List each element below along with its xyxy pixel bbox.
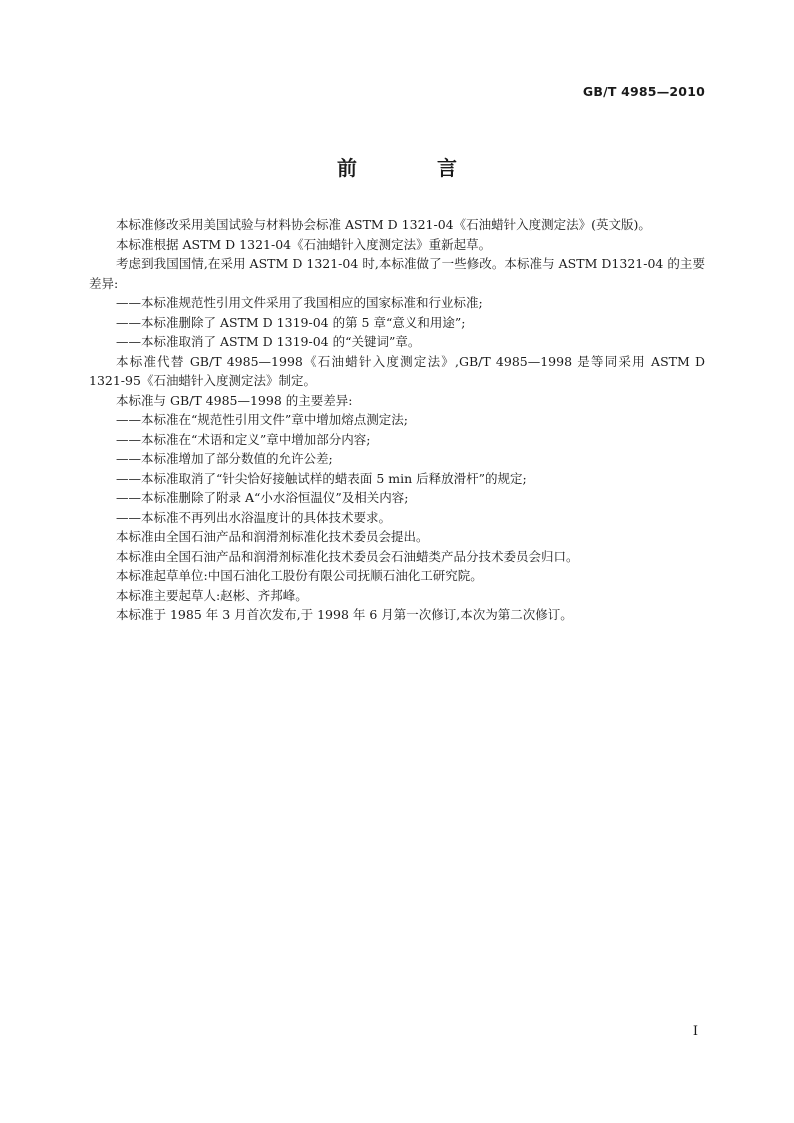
paragraph: 本标准起草单位:中国石油化工股份有限公司抚顺石油化工研究院。 (116, 568, 483, 583)
standard-code: GB/T 4985—2010 (582, 84, 705, 99)
list-item: ——本标准规范性引用文件采用了我国相应的国家标准和行业标准; (116, 295, 483, 310)
page-number: I (692, 1024, 698, 1039)
list-item: ——本标准增加了部分数值的允许公差; (116, 451, 333, 466)
paragraph: 本标准与 GB/T 4985—1998 的主要差异: (116, 392, 353, 408)
list-item: ——本标准删除了 ASTM D 1319-04 的第 5 章“意义和用途”; (116, 314, 466, 330)
list-item: ——本标准取消了 ASTM D 1319-04 的“关键词”章。 (116, 334, 421, 349)
paragraph: 本标准由全国石油产品和润滑剂标准化技术委员会石油蜡类产品分技术委员会归口。 (116, 548, 579, 564)
paragraph: 本标准于 1985 年 3 月首次发布,于 1998 年 6 月第一次修订,本次为第二次修订。 (116, 607, 573, 622)
list-item: ——本标准在“术语和定义”章中增加部分内容; (116, 431, 371, 447)
paragraph: 本标准根据 ASTM D 1321-04《石油蜡针入度测定法》重新起草。 (116, 236, 492, 252)
paragraph: 本标准由全国石油产品和润滑剂标准化技术委员会提出。 (116, 529, 429, 544)
list-item: ——本标准在“规范性引用文件”章中增加熔点测定法; (116, 412, 408, 427)
paragraph: 考虑到我国国情,在采用 ASTM D 1321-04 时,本标准做了一些修改。本标准与 ASTM D1321-04 的主要差异: (89, 256, 705, 291)
paragraph: 本标准代替 GB/T 4985—1998《石油蜡针入度测定法》,GB/T 4985—1998 是等同采用 ASTM D 1321-95《石油蜡针入度测定法》制定。 (89, 353, 705, 388)
paragraph: 本标准修改采用美国试验与材料协会标准 ASTM D 1321-04《石油蜡针入度测定法》(英文版)。 (116, 217, 651, 232)
list-item: ——本标准不再列出水浴温度计的具体技术要求。 (116, 509, 392, 525)
paragraph: 本标准主要起草人:赵彬、齐邦峰。 (116, 587, 308, 603)
page-title: 前 言 (337, 156, 487, 180)
list-item: ——本标准删除了附录 A“小水浴恒温仪”及相关内容; (116, 490, 409, 505)
list-item: ——本标准取消了“针尖恰好接触试样的蜡表面 5 min 后释放滑杆”的规定; (116, 470, 527, 486)
foreword-body (89, 215, 705, 625)
